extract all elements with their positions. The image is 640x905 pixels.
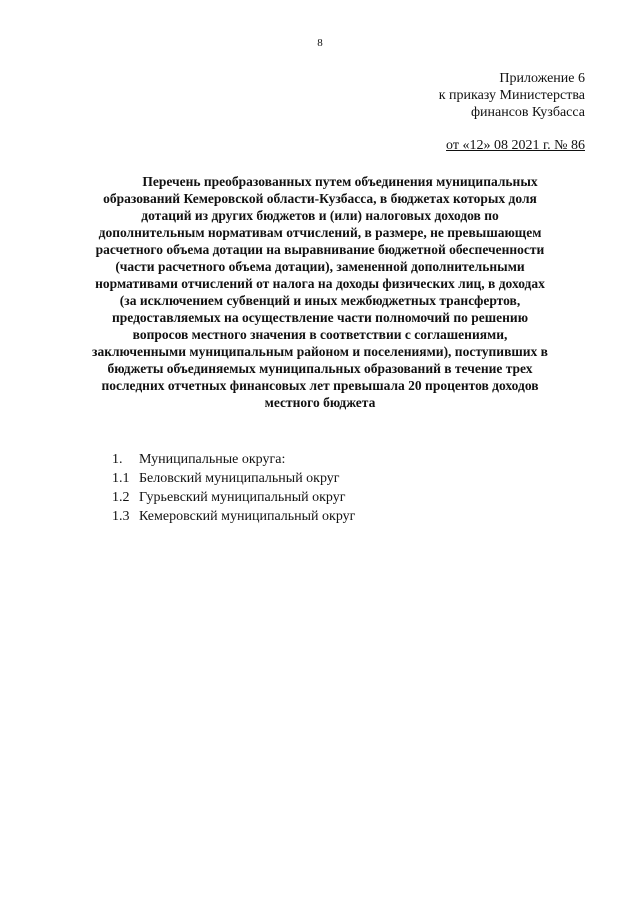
title-line: (за исключением субвенций и иных межбюджетных трансфертов, (119, 293, 521, 308)
list-item (112, 507, 355, 526)
list-item-text: Муниципальные округа: (139, 452, 286, 467)
title-line: вопросов местного значения в соответствии с соглашениями, (132, 327, 508, 342)
order-reference: от «12» 08 2021 г. № 86 (446, 138, 585, 153)
list-item-number: 1.1 (112, 471, 130, 486)
list-item-number: 1. (112, 452, 123, 467)
municipal-list (112, 450, 355, 526)
title-line: дотаций из других бюджетов и (или) налоговых доходов по (141, 208, 499, 223)
appendix-ministry-line: финансов Кузбасса (470, 105, 585, 120)
appendix-label: Приложение 6 (499, 71, 585, 86)
list-item-text: Беловский муниципальный округ (139, 471, 340, 486)
list-item (112, 488, 355, 507)
list-item (112, 450, 355, 469)
page-number: 8 (317, 37, 323, 49)
list-item-number: 1.3 (112, 509, 130, 524)
title-line: местного бюджета (264, 395, 376, 410)
title-line: (части расчетного объема дотации), замененной дополнительными (115, 259, 525, 274)
title-line: образований Кемеровской области-Кузбасса, в бюджетах которых доля (103, 191, 537, 206)
title-line: заключенными муниципальным районом и поселениями), поступивших в (92, 344, 548, 359)
appendix-header (439, 70, 585, 121)
title-line: нормативами отчислений от налога на доходы физических лиц, в доходах (95, 276, 545, 291)
title-line: предоставляемых на осуществление части полномочий по решению (111, 310, 529, 325)
title-line: дополнительным нормативам отчислений, в размере, не превышающем (98, 225, 542, 240)
title-line: расчетного объема дотации на выравнивание бюджетной обеспеченности (95, 242, 545, 257)
list-item-text: Кемеровский муниципальный округ (139, 509, 356, 524)
list-item (112, 469, 355, 488)
document-title (40, 173, 600, 411)
title-line: последних отчетных финансовых лет превышала 20 процентов доходов (101, 378, 539, 393)
list-item-number: 1.2 (112, 490, 130, 505)
list-item-text: Гурьевский муниципальный округ (139, 490, 346, 505)
title-line: Перечень преобразованных путем объединения муниципальных (142, 174, 538, 189)
title-line: бюджеты объединяемых муниципальных образований в течение трех (107, 361, 533, 376)
appendix-order-line: к приказу Министерства (438, 88, 585, 103)
